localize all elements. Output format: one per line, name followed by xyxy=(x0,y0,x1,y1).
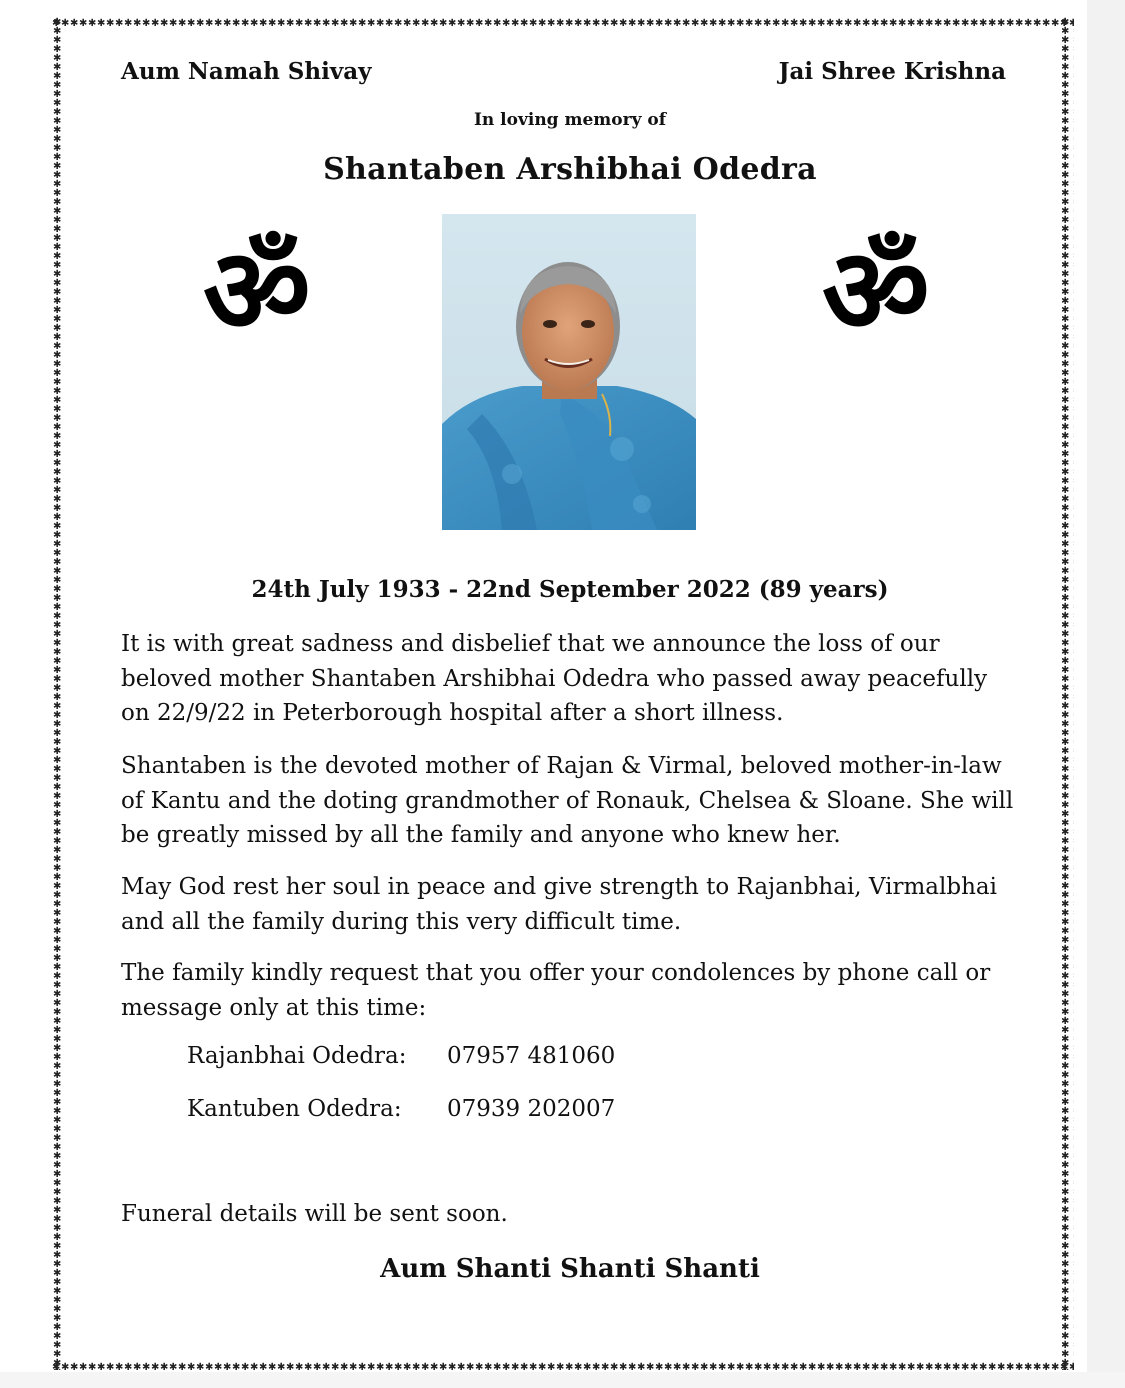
contact-row xyxy=(187,1096,615,1122)
om-icon: ॐ xyxy=(203,222,311,360)
portrait-photo xyxy=(442,214,696,530)
contact-name: Rajanbhai Odedra: xyxy=(187,1043,407,1069)
om-icon: ॐ xyxy=(822,222,930,360)
contact-phone[interactable]: 07939 202007 xyxy=(447,1096,616,1122)
header-left-greeting: Aum Namah Shivay xyxy=(121,58,372,85)
contact-name: Kantuben Odedra: xyxy=(187,1096,402,1122)
funeral-note: Funeral details will be sent soon. xyxy=(121,1201,508,1227)
condolence-request-paragraph: The family kindly request that you offer your condolences by phone call or message only at this time: xyxy=(121,960,991,1021)
header-right-greeting: Jai Shree Krishna xyxy=(778,58,1006,85)
contact-phone[interactable]: 07957 481060 xyxy=(447,1043,616,1069)
prayer-paragraph: May God rest her soul in peace and give strength to Rajanbhai, Virmalbhai and all the family during this very difficult time. xyxy=(121,874,997,935)
life-dates: 24th July 1933 - 22nd September 2022 (89 years) xyxy=(251,576,889,603)
closing-blessing: Aum Shanti Shanti Shanti xyxy=(380,1254,760,1284)
announcement-paragraph: It is with great sadness and disbelief that we announce the loss of our beloved mother Shantaben Arshibhai Odedra who passed away peacefully on 22/9/22 in Peterborough hospital after a short illness. xyxy=(121,631,988,726)
deceased-name: Shantaben Arshibhai Odedra xyxy=(323,152,817,187)
contact-row xyxy=(187,1043,615,1069)
family-paragraph: Shantaben is the devoted mother of Rajan & Virmal, beloved mother-in-law of Kantu and the doting grandmother of Ronauk, Chelsea & Sloane. She will be greatly missed by all the family and anyone who knew her. xyxy=(121,753,1014,848)
memory-line: In loving memory of xyxy=(473,110,667,130)
